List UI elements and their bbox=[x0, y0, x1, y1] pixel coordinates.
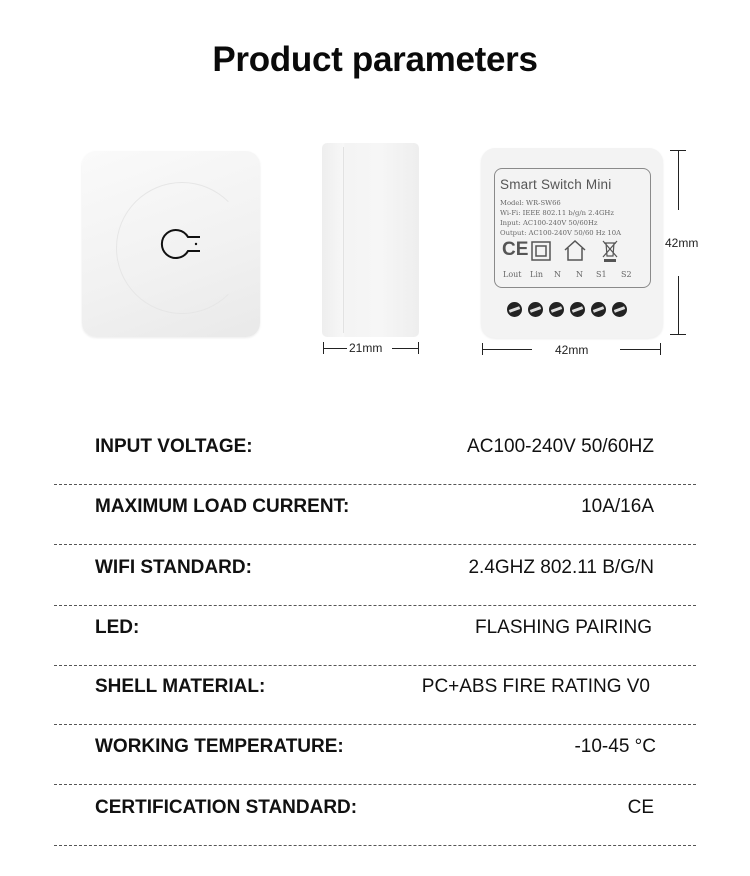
dimension-tick bbox=[660, 343, 661, 355]
screw-icon bbox=[612, 302, 627, 317]
table-row bbox=[54, 424, 696, 485]
dimension-tick bbox=[418, 342, 419, 354]
terminal-label: S1 bbox=[596, 270, 607, 279]
dimension-line bbox=[620, 349, 660, 350]
indoor-use-icon bbox=[563, 238, 587, 262]
side-width-label: 21mm bbox=[349, 341, 383, 355]
param-label: WORKING TEMPERATURE: bbox=[95, 736, 344, 757]
param-value: FLASHING PAIRING bbox=[474, 617, 652, 638]
terminal-label: N bbox=[554, 270, 561, 279]
screw-icon bbox=[549, 302, 564, 317]
back-height-label: 42mm bbox=[665, 236, 699, 250]
dimension-tick bbox=[670, 334, 686, 335]
spec-label: Smart Switch Mini Model: WR-SW66 Wi-Fi: IEEE 802.11 b/g/n 2.4GHz Input: AC100-240V 50/60Hz Output: AC100-240V 50/60 Hz 10A CE Lout Lin N N S1 S2 bbox=[494, 168, 651, 288]
dimension-line bbox=[482, 349, 532, 350]
table-row bbox=[54, 484, 696, 545]
table-row bbox=[54, 545, 696, 606]
label-title: Smart Switch Mini bbox=[500, 177, 612, 192]
weee-bin-icon bbox=[601, 238, 619, 264]
table-row bbox=[54, 724, 696, 785]
param-label: INPUT VOLTAGE: bbox=[95, 436, 253, 457]
param-value: PC+ABS FIRE RATING V0 bbox=[421, 676, 650, 697]
param-value: 2.4GHZ 802.11 B/G/N bbox=[468, 557, 654, 578]
device-back-view bbox=[481, 148, 663, 338]
table-row bbox=[54, 664, 696, 725]
param-value: -10-45 °C bbox=[574, 736, 656, 757]
double-insulation-icon bbox=[531, 241, 551, 261]
wifi-switch-key-icon bbox=[150, 218, 240, 268]
param-label: LED: bbox=[95, 617, 140, 638]
table-row bbox=[54, 605, 696, 666]
back-width-label: 42mm bbox=[555, 343, 589, 357]
param-label: SHELL MATERIAL: bbox=[95, 676, 266, 697]
param-value: CE bbox=[627, 797, 654, 818]
terminal-label: Lin bbox=[530, 270, 544, 279]
dimension-line bbox=[323, 348, 347, 349]
param-value: AC100-240V 50/60HZ bbox=[467, 436, 654, 457]
screw-icon bbox=[507, 302, 522, 317]
terminal-label: N bbox=[576, 270, 583, 279]
table-row bbox=[54, 785, 696, 846]
param-label: MAXIMUM LOAD CURRENT: bbox=[95, 496, 350, 517]
terminal-label: Lout bbox=[503, 270, 522, 279]
screw-icon bbox=[528, 302, 543, 317]
terminal-screws bbox=[507, 302, 627, 317]
param-label: WIFI STANDARD: bbox=[95, 557, 252, 578]
terminal-label: S2 bbox=[621, 270, 632, 279]
device-side-view bbox=[322, 143, 419, 337]
param-label: CERTIFICATION STANDARD: bbox=[95, 797, 358, 818]
ce-mark-icon: CE bbox=[502, 239, 529, 260]
param-value: 10A/16A bbox=[581, 496, 654, 517]
screw-icon bbox=[591, 302, 606, 317]
screw-icon bbox=[570, 302, 585, 317]
page-title: Product parameters bbox=[212, 40, 538, 79]
dimension-line bbox=[678, 150, 679, 210]
dimension-line bbox=[678, 276, 679, 334]
dimension-line bbox=[392, 348, 418, 349]
